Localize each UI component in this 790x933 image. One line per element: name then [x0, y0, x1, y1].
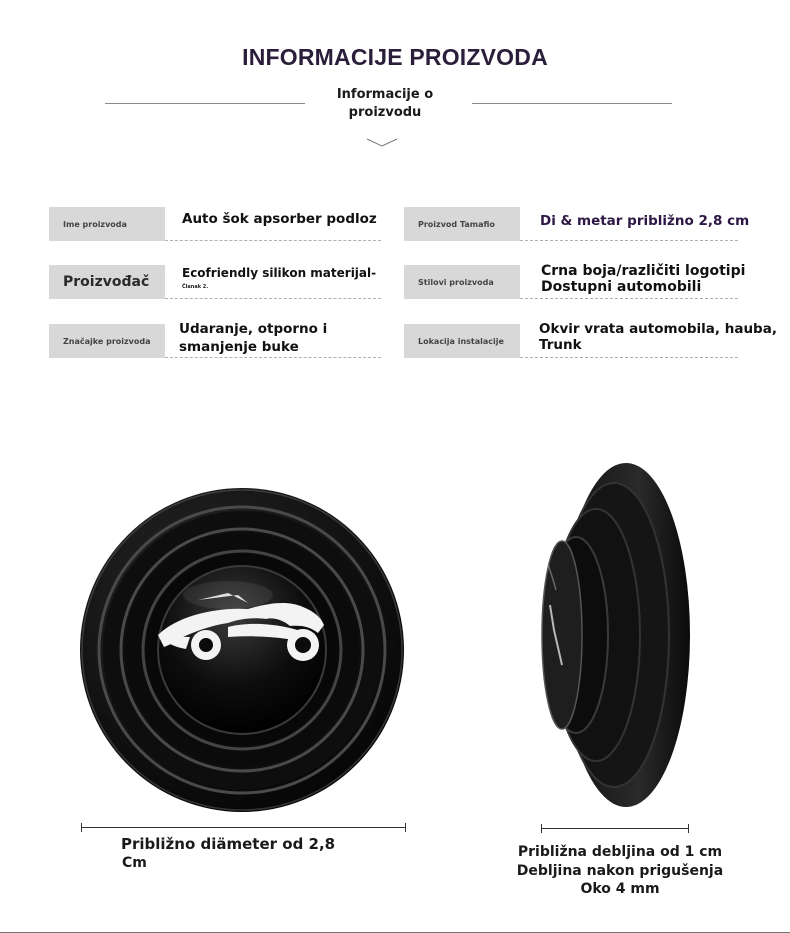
spec-label: Proizvođač [49, 265, 165, 299]
spec-value-line-2: smanjenje buke [179, 339, 299, 355]
thickness-caption-line-1: Približna debljina od 1 cm [517, 844, 723, 860]
spec-row-styles [404, 263, 746, 299]
spec-row-product-name [49, 207, 381, 241]
header-divider-right [472, 103, 672, 104]
section-subtitle: Informacije o proizvodu [336, 87, 434, 120]
diameter-tick-right [405, 823, 406, 832]
spec-row-product-size [404, 207, 750, 241]
chevron-down-icon [366, 138, 398, 148]
thickness-caption-line-2: Debljina nakon prigušenja [516, 863, 724, 879]
thickness-tick-left [541, 824, 542, 833]
diameter-caption-line-2: Cm [122, 855, 147, 871]
spec-divider [165, 298, 381, 299]
spec-row-installation [404, 321, 777, 358]
spec-divider [165, 240, 381, 241]
spec-label: Značajke proizvoda [49, 324, 165, 358]
header-divider-left [105, 103, 305, 104]
spec-row-features [49, 321, 381, 358]
spec-value-line-2: Trunk [539, 337, 582, 353]
spec-note: Članak 2. [182, 284, 209, 290]
spec-divider [520, 298, 738, 299]
spec-label: Proizvod Tamafio [404, 207, 520, 241]
spec-value: Ecofriendly silikon materijal- [182, 266, 377, 280]
spec-label: Ime proizvoda [49, 207, 165, 241]
spec-divider [520, 240, 738, 241]
page-title: INFORMACIJE PROIZVODA [242, 44, 548, 70]
spec-value: Di & metar približno 2,8 cm [540, 213, 750, 229]
spec-value-line-1: Crna boja/različiti logotipi [541, 263, 746, 279]
spec-divider [520, 357, 738, 358]
spec-value-line-1: Okvir vrata automobila, hauba, [539, 321, 777, 337]
thickness-tick-right [688, 824, 689, 833]
spec-label: Stilovi proizvoda [404, 265, 520, 299]
diameter-caption-line-1: Približno diämeter od 2,8 [121, 835, 336, 853]
spec-label: Lokacija instalacije [404, 324, 520, 358]
thickness-caption-line-3: Oko 4 mm [580, 881, 660, 897]
shock-absorber-pad-front-image [78, 485, 408, 815]
thickness-dimension-line [541, 828, 689, 829]
spec-value: Auto šok apsorber podloz [182, 211, 377, 227]
spec-row-manufacturer [49, 265, 381, 299]
spec-divider [165, 357, 381, 358]
spec-value-line-1: Udaranje, otporno i [179, 321, 328, 337]
spec-value-line-2: Dostupni automobili [541, 279, 702, 295]
shock-absorber-pad-side-image [540, 455, 700, 810]
diameter-tick-left [81, 823, 82, 832]
diameter-dimension-line [81, 827, 406, 828]
